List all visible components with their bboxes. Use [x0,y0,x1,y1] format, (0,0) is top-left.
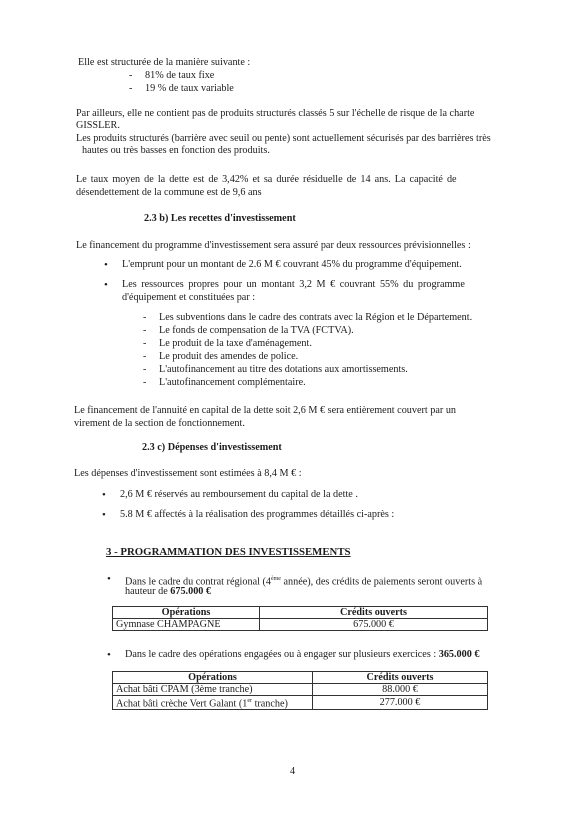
source-item: - Les subventions dans le cadre des contrats avec la Région et le Département. [159,312,472,324]
prog-bullet-pluriannuel: • Dans le cadre des opérations engagées ou à engager sur plusieurs exercices : 365.000 € [125,649,479,661]
source-item: - L'autofinancement complémentaire. [159,377,306,389]
depenses-intro: Les dépenses d'investissement sont estimées à 8,4 M € : [74,468,302,479]
annuite-1: Le financement de l'annuité en capital de la dette soit 2,6 M € sera entièrement couvert par un [74,405,457,416]
table-cell: 675.000 € [260,619,488,631]
table-cell: 88.000 € [313,684,488,696]
paragraph-rate-2: désendettement de la commune est de 9,6 ans [76,187,262,198]
heading-recettes: 2.3 b) Les recettes d'investissement [144,213,296,224]
table-cell: Achat bâti crèche Vert Galant (1er tranche) [113,696,313,710]
table-header: Crédits ouverts [260,607,488,619]
table-header: Crédits ouverts [313,672,488,684]
paragraph-gissler-2: GISSLER. [76,120,120,131]
table-row [113,684,488,696]
table-header: Opérations [113,672,313,684]
recettes-bullet-ressources-1: • Les ressources propres pour un montant 3,2 M € couvrant 55% du programme [122,279,465,291]
table-cell: Achat bâti CPAM (3ème tranche) [113,684,313,696]
annuite-2: virement de la section de fonctionnement. [74,418,245,429]
recettes-intro: Le financement du programme d'investissement sera assuré par deux ressources prévisionnelles : [76,240,471,251]
source-item: - Le fonds de compensation de la TVA (FCTVA). [159,325,354,337]
pluriannuel-amount: 365.000 € [438,649,480,660]
heading-programmation: 3 - PROGRAMMATION DES INVESTISSEMENTS [106,546,351,558]
table-regional [112,606,488,631]
page-number: 4 [290,766,296,777]
depenses-bullet-programmes: • 5.8 M € affectés à la réalisation des programmes détaillés ci-après : [120,509,394,521]
table-header: Opérations [113,607,260,619]
intro-text: Elle est structurée de la manière suivante : [78,57,251,68]
recettes-bullet-ressources-2: d'équipement et constituées par : [122,292,256,303]
table-pluriannuel [112,671,488,710]
table-cell: 277.000 € [313,696,488,710]
rate-variable: - 19 % de taux variable [145,83,234,95]
recettes-bullet-emprunt: • L'emprunt pour un montant de 2.6 M € couvrant 45% du programme d'équipement. [122,259,462,271]
paragraph-rate-1: Le taux moyen de la dette est de 3,42% et sa durée résiduelle de 14 ans. La capacité de [76,174,457,185]
source-item: - L'autofinancement au titre des dotations aux amortissements. [159,364,408,376]
depenses-bullet-dette: • 2,6 M € réservés au remboursement du capital de la dette . [120,489,358,501]
rate-fixed: - 81% de taux fixe [145,70,214,82]
source-item: - Le produit des amendes de police. [159,351,298,363]
prog-bullet-regional-2: hauteur de 675.000 € [125,586,212,597]
heading-depenses: 2.3 c) Dépenses d'investissement [142,442,282,453]
table-row [113,696,488,710]
paragraph-gissler-1: Par ailleurs, elle ne contient pas de produits structurés classés 5 sur l'échelle de risque de la charte [76,108,475,119]
prog-bullet-regional-1: • Dans le cadre du contrat régional (4ème année), des crédits de paiements seront ouverts à [125,573,482,588]
regional-amount: 675.000 € [170,586,212,597]
source-item: - Le produit de la taxe d'aménagement. [159,338,312,350]
paragraph-structured-2: hautes ou très basses en fonction des produits. [82,145,270,156]
table-cell: Gymnase CHAMPAGNE [113,619,260,631]
table-row [113,619,488,631]
paragraph-structured-1: Les produits structurés (barrière avec seuil ou pente) sont actuellement sécurisés par des barrières très [76,133,491,144]
